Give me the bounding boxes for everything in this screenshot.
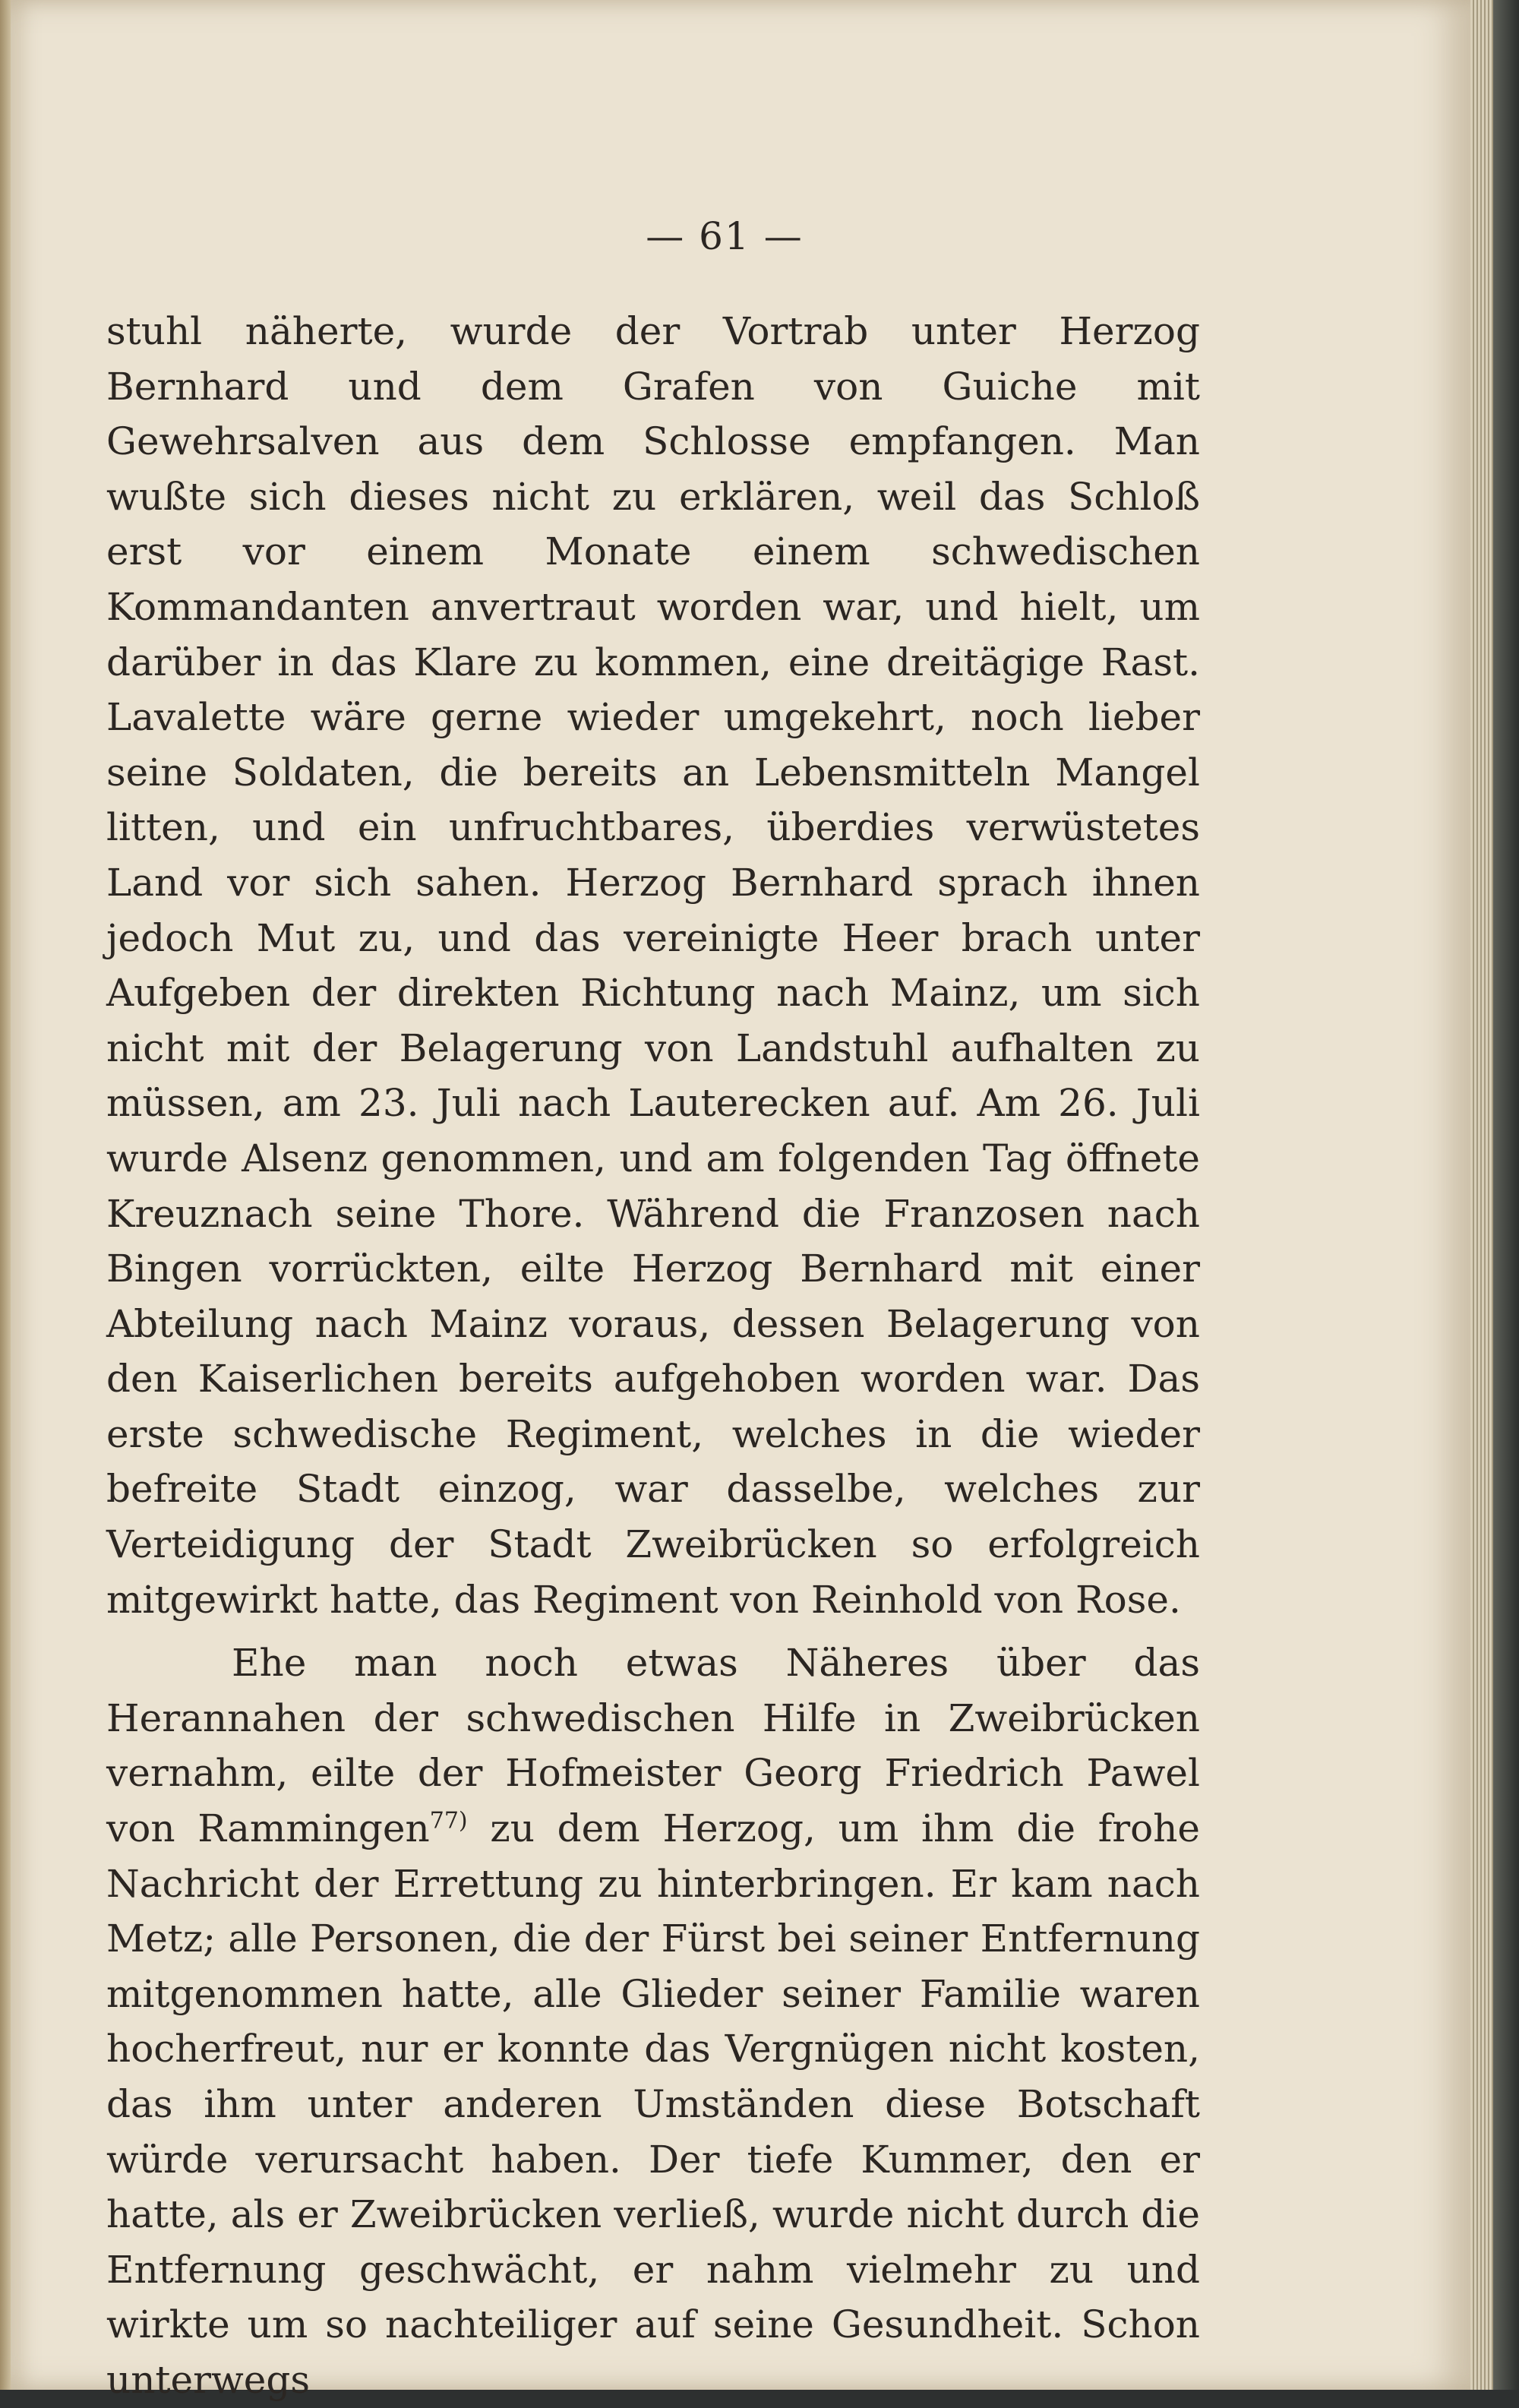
- book-page: [11, 0, 1470, 2402]
- left-page-edge: [0, 0, 11, 2390]
- stacked-page-edges: [1470, 0, 1519, 2390]
- footnote-reference: 77): [429, 1807, 468, 1834]
- paragraph-ehe-man: [106, 1635, 1200, 2407]
- body-text: [106, 304, 1200, 2408]
- paragraph-continuation: stuhl näherte, wurde der Vortrab unter Herzog Bernhard und dem Grafen von Guiche mit Gewehrsalven aus dem Schlosse empfangen. Man wußte sich dieses nicht zu erklären, weil das Schloß erst vor einem Monate einem schwedischen Kommandanten anvertraut worden war, und hielt, um darüber in das Klare zu kommen, eine dreitägige Rast. Lavalette wäre gerne wieder umgekehrt, noch lieber seine Soldaten, die bereits an Lebensmitteln Mangel litten, und ein unfruchtbares, überdies verwüstetes Land vor sich sahen. Herzog Bernhard sprach ihnen jedoch Mut zu, und das vereinigte Heer brach unter Aufgeben der direkten Richtung nach Mainz, um sich nicht mit der Belagerung von Landstuhl aufhalten zu müssen, am 23. Juli nach Lauterecken auf. Am 26. Juli wurde Alsenz genommen, und am folgenden Tag öffnete Kreuznach seine Thore. Während die Franzosen nach Bingen vorrückten, eilte Herzog Bernhard mit einer Abteilung nach Mainz voraus, dessen Belagerung von den Kaiserlichen bereits aufgehoben worden war. Das erste schwedische Regiment, welches in die wieder befreite Stadt einzog, war dasselbe, welches zur Verteidigung der Stadt Zweibrücken so erfolgreich mitgewirkt hatte, das Regiment von Reinhold von Rose.: [106, 309, 1200, 1622]
- paragraph-text-before-footnote: Ehe man noch etwas Näheres über das Herannahen der schwedischen Hilfe in Zweibrücken vernahm, eilte der Hofmeister Georg Friedrich Pawel von Rammingen: [106, 1641, 1200, 1851]
- page-number: — 61 —: [646, 214, 804, 258]
- paragraph-text-after-footnote: zu dem Herzog, um ihm die frohe Nachricht der Errettung zu hinterbringen. Er kam nach Metz; alle Personen, die der Fürst bei seiner Entfernung mitgenommen hatte, alle Glieder seiner Familie waren hocherfreut, nur er konnte das Vergnügen nicht kosten, das ihm unter anderen Umständen diese Botschaft würde verursacht haben. Der tiefe Kummer, den er hatte, als er Zweibrücken verließ, wurde nicht durch die Entfernung geschwächt, er nahm vielmehr zu und wirkte um so nachteiliger auf seine Gesundheit. Schon unterwegs: [106, 1806, 1200, 2402]
